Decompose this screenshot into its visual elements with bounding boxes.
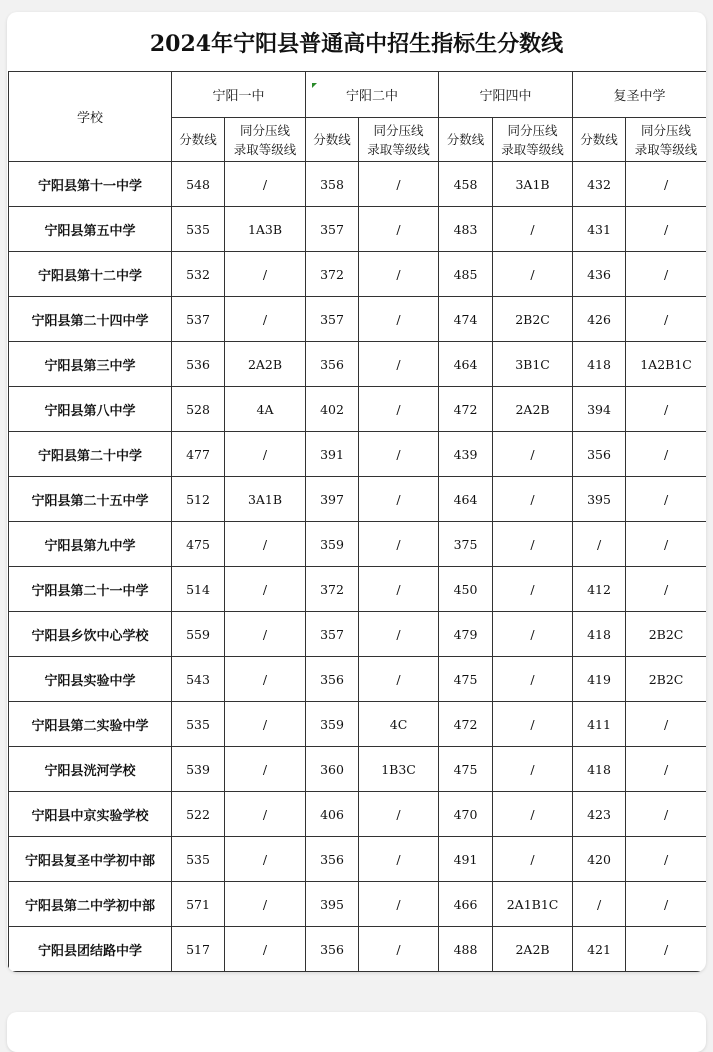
score-cell: 514 [172, 567, 225, 612]
tie-grade-cell: / [225, 612, 306, 657]
score-cell: 357 [306, 297, 359, 342]
score-cell: 421 [573, 927, 626, 972]
header-tie-line2: 录取等级线 [634, 141, 698, 157]
header-score: 分数线 [573, 118, 626, 162]
tie-grade-cell: / [359, 252, 439, 297]
tie-grade-cell: / [359, 522, 439, 567]
school-name-cell: 宁阳县团结路中学 [9, 927, 172, 972]
tie-grade-cell: 1A3B [225, 207, 306, 252]
header-tie-line1: 同分压线 [641, 122, 692, 138]
school-name-cell: 宁阳县复圣中学初中部 [9, 837, 172, 882]
tie-grade-cell: / [626, 522, 706, 567]
tie-grade-cell: 2B2C [626, 612, 706, 657]
score-cell: 356 [306, 837, 359, 882]
tie-grade-cell: / [493, 747, 573, 792]
score-cell: 418 [573, 342, 626, 387]
score-cell: 418 [573, 747, 626, 792]
school-name-cell: 宁阳县洸河学校 [9, 747, 172, 792]
school-name-cell: 宁阳县第二十五中学 [9, 477, 172, 522]
school-name-cell: 宁阳县乡饮中心学校 [9, 612, 172, 657]
score-cell: 522 [172, 792, 225, 837]
tie-grade-cell: / [493, 657, 573, 702]
tie-grade-cell: 4A [225, 387, 306, 432]
header-score: 分数线 [439, 118, 493, 162]
tie-grade-cell: / [626, 702, 706, 747]
tie-grade-cell: / [359, 792, 439, 837]
tie-grade-cell: / [359, 477, 439, 522]
school-name-cell: 宁阳县第二中学初中部 [9, 882, 172, 927]
tie-grade-cell: / [493, 252, 573, 297]
score-cell: 535 [172, 702, 225, 747]
tie-grade-cell: / [493, 612, 573, 657]
tie-grade-cell: / [493, 477, 573, 522]
tie-grade-cell: / [359, 387, 439, 432]
header-tie [626, 118, 706, 162]
tie-grade-cell: 2B2C [626, 657, 706, 702]
tie-grade-cell: / [225, 927, 306, 972]
score-cell: 472 [439, 702, 493, 747]
school-name-cell: 宁阳县第八中学 [9, 387, 172, 432]
score-cell: 406 [306, 792, 359, 837]
score-cell: 559 [172, 612, 225, 657]
tie-grade-cell: 1A2B1C [626, 342, 706, 387]
table-row [9, 477, 707, 522]
table-row [9, 387, 707, 432]
tie-grade-cell: 4C [359, 702, 439, 747]
tie-grade-cell: / [225, 792, 306, 837]
score-cell: 475 [439, 657, 493, 702]
score-cell: 488 [439, 927, 493, 972]
score-cell: 458 [439, 162, 493, 207]
score-cell: 356 [306, 342, 359, 387]
score-cell: 426 [573, 297, 626, 342]
table-row [9, 297, 707, 342]
header-row-groups [9, 72, 707, 118]
score-cell: 395 [306, 882, 359, 927]
tie-grade-cell: / [626, 792, 706, 837]
score-cell: 535 [172, 837, 225, 882]
tie-grade-cell: / [225, 657, 306, 702]
tie-grade-cell: / [359, 927, 439, 972]
table-body [9, 162, 707, 972]
score-cell: 360 [306, 747, 359, 792]
score-cell: 472 [439, 387, 493, 432]
table-row [9, 432, 707, 477]
tie-grade-cell: 2A2B [225, 342, 306, 387]
header-tie-line2: 录取等级线 [233, 141, 297, 157]
header-tie-line1: 同分压线 [373, 122, 424, 138]
tie-grade-cell: / [626, 747, 706, 792]
tie-grade-cell: 2A2B [493, 927, 573, 972]
score-cell: 420 [573, 837, 626, 882]
score-cell: 432 [573, 162, 626, 207]
score-cell: 535 [172, 207, 225, 252]
score-cell: 512 [172, 477, 225, 522]
score-cell: / [573, 882, 626, 927]
tie-grade-cell: / [493, 792, 573, 837]
tie-grade-cell: / [225, 297, 306, 342]
header-group-1: 宁阳一中 [172, 72, 306, 118]
header-score: 分数线 [306, 118, 359, 162]
tie-grade-cell: / [359, 207, 439, 252]
tie-grade-cell: 2B2C [493, 297, 573, 342]
table-row [9, 702, 707, 747]
tie-grade-cell: / [359, 567, 439, 612]
tie-grade-cell: / [359, 612, 439, 657]
tie-grade-cell: / [225, 702, 306, 747]
tie-grade-cell: / [225, 567, 306, 612]
next-card [7, 1012, 706, 1052]
score-cell: 375 [439, 522, 493, 567]
score-cell: 418 [573, 612, 626, 657]
tie-grade-cell: / [225, 747, 306, 792]
tie-grade-cell: / [626, 432, 706, 477]
tie-grade-cell: / [493, 432, 573, 477]
tie-grade-cell: / [359, 297, 439, 342]
tie-grade-cell: / [626, 882, 706, 927]
score-cell: 357 [306, 207, 359, 252]
score-cell: 419 [573, 657, 626, 702]
score-cell: 391 [306, 432, 359, 477]
score-cell: 436 [573, 252, 626, 297]
tie-grade-cell: 3A1B [493, 162, 573, 207]
tie-grade-cell: / [225, 882, 306, 927]
score-cell: 464 [439, 477, 493, 522]
score-cell: 571 [172, 882, 225, 927]
score-cell: 402 [306, 387, 359, 432]
tie-grade-cell: / [225, 162, 306, 207]
tie-grade-cell: / [493, 567, 573, 612]
school-name-cell: 宁阳县第九中学 [9, 522, 172, 567]
table-row [9, 882, 707, 927]
tie-grade-cell: / [225, 837, 306, 882]
table-row [9, 927, 707, 972]
tie-grade-cell: / [626, 387, 706, 432]
tie-grade-cell: / [493, 837, 573, 882]
score-cell: / [573, 522, 626, 567]
school-name-cell: 宁阳县中京实验学校 [9, 792, 172, 837]
tie-grade-cell: / [626, 162, 706, 207]
score-cell: 466 [439, 882, 493, 927]
header-tie-line2: 录取等级线 [367, 141, 430, 157]
tie-grade-cell: 3B1C [493, 342, 573, 387]
tie-grade-cell: / [359, 432, 439, 477]
school-name-cell: 宁阳县第二实验中学 [9, 702, 172, 747]
tie-grade-cell: / [493, 702, 573, 747]
tie-grade-cell: / [359, 342, 439, 387]
tie-grade-cell: 1B3C [359, 747, 439, 792]
tie-grade-cell: / [359, 837, 439, 882]
tie-grade-cell: / [626, 207, 706, 252]
table-row [9, 522, 707, 567]
table-row [9, 207, 707, 252]
score-cell: 470 [439, 792, 493, 837]
table-row [9, 792, 707, 837]
school-name-cell: 宁阳县第二十中学 [9, 432, 172, 477]
tie-grade-cell: / [626, 297, 706, 342]
score-cell: 528 [172, 387, 225, 432]
tie-grade-cell: / [626, 477, 706, 522]
score-cell: 475 [439, 747, 493, 792]
score-cell: 474 [439, 297, 493, 342]
tie-grade-cell: / [359, 882, 439, 927]
tie-grade-cell: / [225, 522, 306, 567]
score-cell: 431 [573, 207, 626, 252]
score-cell: 464 [439, 342, 493, 387]
score-cell: 359 [306, 522, 359, 567]
tie-grade-cell: / [493, 207, 573, 252]
header-tie [225, 118, 306, 162]
score-cell: 423 [573, 792, 626, 837]
score-cell: 356 [306, 657, 359, 702]
school-name-cell: 宁阳县第五中学 [9, 207, 172, 252]
score-cell: 548 [172, 162, 225, 207]
score-cell: 517 [172, 927, 225, 972]
header-tie-line2: 录取等级线 [501, 141, 564, 157]
page-title: 2024年宁阳县普通高中招生指标生分数线 [149, 30, 564, 57]
score-cell: 397 [306, 477, 359, 522]
school-name-cell: 宁阳县第二十一中学 [9, 567, 172, 612]
header-group-3: 宁阳四中 [439, 72, 573, 118]
table-row [9, 567, 707, 612]
header-tie-line1: 同分压线 [507, 122, 558, 138]
table-row [9, 837, 707, 882]
tie-grade-cell: / [626, 927, 706, 972]
tie-grade-cell: / [225, 432, 306, 477]
tie-grade-cell: 2A2B [493, 387, 573, 432]
score-cell: 475 [172, 522, 225, 567]
school-name-cell: 宁阳县实验中学 [9, 657, 172, 702]
score-cell: 532 [172, 252, 225, 297]
score-cell: 536 [172, 342, 225, 387]
school-name-cell: 宁阳县第三中学 [9, 342, 172, 387]
tie-grade-cell: / [493, 522, 573, 567]
tie-grade-cell: 2A1B1C [493, 882, 573, 927]
score-cell: 412 [573, 567, 626, 612]
table-row [9, 252, 707, 297]
score-cell: 395 [573, 477, 626, 522]
school-name-cell: 宁阳县第十一中学 [9, 162, 172, 207]
score-cell: 411 [573, 702, 626, 747]
score-cell: 357 [306, 612, 359, 657]
header-school: 学校 [9, 72, 172, 162]
table-row [9, 657, 707, 702]
score-cell: 491 [439, 837, 493, 882]
school-name-cell: 宁阳县第十二中学 [9, 252, 172, 297]
score-cell: 479 [439, 612, 493, 657]
score-cell: 356 [573, 432, 626, 477]
table-row [9, 747, 707, 792]
table-row [9, 162, 707, 207]
tie-grade-cell: / [626, 252, 706, 297]
score-cell: 358 [306, 162, 359, 207]
score-cell: 485 [439, 252, 493, 297]
header-score: 分数线 [172, 118, 225, 162]
score-cell: 539 [172, 747, 225, 792]
score-cell: 372 [306, 252, 359, 297]
header-tie [359, 118, 439, 162]
score-cell: 543 [172, 657, 225, 702]
score-table [8, 71, 706, 972]
tie-grade-cell: / [359, 162, 439, 207]
tie-grade-cell: / [626, 567, 706, 612]
table-row [9, 612, 707, 657]
tie-grade-cell: / [626, 837, 706, 882]
score-cell: 477 [172, 432, 225, 477]
header-tie [493, 118, 573, 162]
tie-grade-cell: 3A1B [225, 477, 306, 522]
score-cell: 394 [573, 387, 626, 432]
score-cell: 439 [439, 432, 493, 477]
score-cell: 483 [439, 207, 493, 252]
header-group-2: 宁阳二中 [306, 72, 439, 118]
tie-grade-cell: / [359, 657, 439, 702]
school-name-cell: 宁阳县第二十四中学 [9, 297, 172, 342]
score-cell: 450 [439, 567, 493, 612]
header-tie-line1: 同分压线 [240, 122, 291, 138]
score-cell: 372 [306, 567, 359, 612]
header-group-4: 复圣中学 [573, 72, 706, 118]
score-cell: 359 [306, 702, 359, 747]
tie-grade-cell: / [225, 252, 306, 297]
table-row [9, 342, 707, 387]
score-cell: 356 [306, 927, 359, 972]
score-table-card [7, 12, 706, 972]
score-cell: 537 [172, 297, 225, 342]
cell-marker [312, 83, 317, 88]
